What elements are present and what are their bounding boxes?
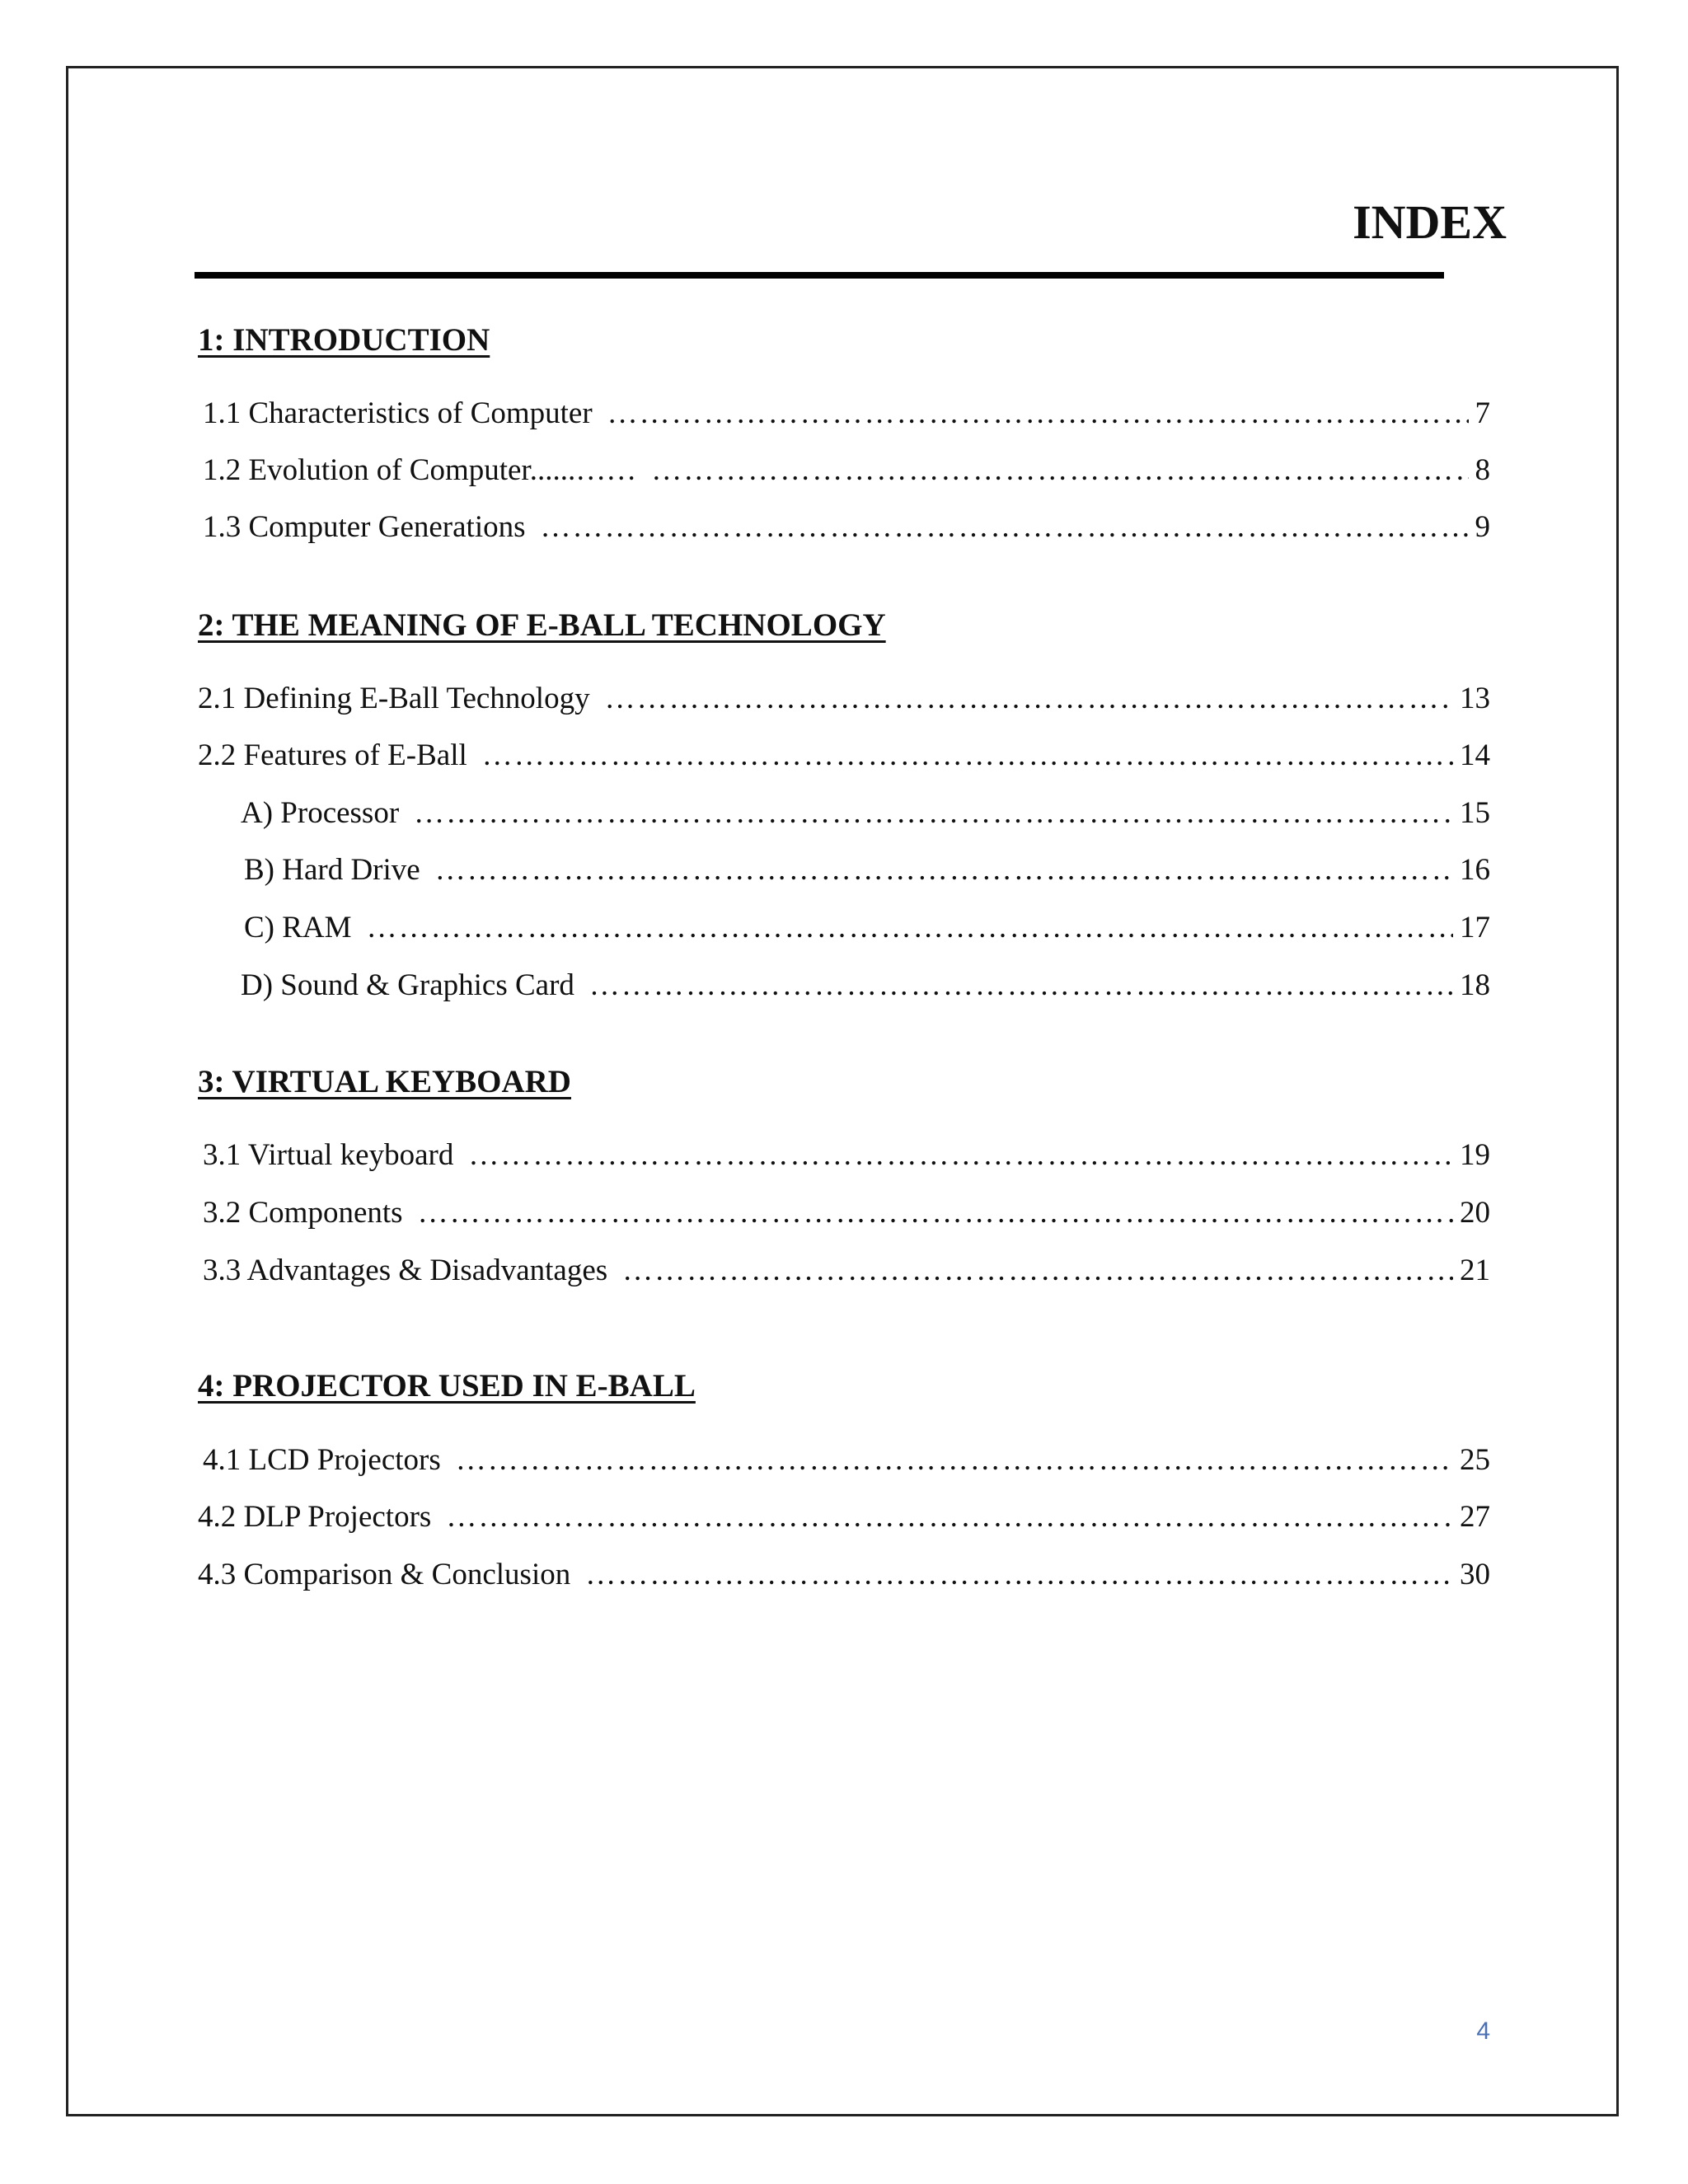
- leader-dots: [435, 852, 1453, 888]
- page-title: INDEX: [1353, 195, 1507, 249]
- toc-entry-page: 19: [1460, 1138, 1490, 1172]
- toc-entry-page: 13: [1460, 682, 1490, 715]
- toc-entry-page: 15: [1460, 796, 1490, 830]
- toc-subentry[interactable]: [244, 852, 1490, 888]
- toc-entry-page: 30: [1460, 1558, 1490, 1591]
- leader-dots: [446, 1499, 1453, 1535]
- title-rule: [195, 272, 1444, 279]
- toc-entry-label: 1.2 Evolution of Computer......……: [203, 453, 637, 487]
- toc-entry-label: 3.2 Components: [203, 1196, 403, 1230]
- leader-dots: [589, 968, 1453, 1003]
- toc-entry[interactable]: [203, 509, 1490, 545]
- toc-entry[interactable]: [203, 1195, 1490, 1230]
- toc-entry-label: 4.2 DLP Projectors: [198, 1500, 432, 1534]
- toc-entry-page: 8: [1475, 453, 1490, 487]
- toc-entry-label: 1.3 Computer Generations: [203, 510, 526, 544]
- toc-entry-page: 16: [1460, 853, 1490, 887]
- toc-entry-page: 7: [1475, 396, 1490, 430]
- toc-entry-label: 4.1 LCD Projectors: [203, 1443, 441, 1477]
- toc-entry-label: B) Hard Drive: [244, 853, 420, 887]
- section-heading-e-ball-technology: 2: THE MEANING OF E-BALL TECHNOLOGY: [198, 607, 886, 643]
- leader-dots: [541, 509, 1469, 545]
- section-heading-virtual-keyboard: 3: VIRTUAL KEYBOARD: [198, 1064, 571, 1099]
- toc-entry-label: C) RAM: [244, 911, 352, 944]
- toc-subentry[interactable]: [244, 910, 1490, 945]
- toc-entry-label: 2.1 Defining E-Ball Technology: [198, 682, 590, 715]
- toc-entry-label: A) Processor: [241, 796, 400, 830]
- toc-subentry[interactable]: [241, 968, 1490, 1003]
- toc-entry[interactable]: [198, 1499, 1490, 1535]
- leader-dots: [605, 681, 1453, 716]
- toc-entry-label: 1.1 Characteristics of Computer: [203, 396, 593, 430]
- toc-entry-label: 3.1 Virtual keyboard: [203, 1138, 454, 1172]
- toc-entry[interactable]: [203, 452, 1490, 488]
- toc-subentry[interactable]: [241, 795, 1490, 831]
- leader-dots: [482, 738, 1453, 773]
- leader-dots: [414, 795, 1453, 831]
- toc-entry-label: 3.3 Advantages & Disadvantages: [203, 1254, 608, 1287]
- leader-dots: [418, 1195, 1453, 1230]
- toc-entry-label: D) Sound & Graphics Card: [241, 968, 574, 1002]
- page-number: 4: [1476, 2018, 1490, 2045]
- toc-entry-page: 18: [1460, 968, 1490, 1002]
- leader-dots: [607, 396, 1469, 431]
- toc-entry-page: 14: [1460, 738, 1490, 772]
- toc-entry-label: 2.2 Features of E-Ball: [198, 738, 467, 772]
- leader-dots: [468, 1137, 1453, 1173]
- toc-entry-page: 27: [1460, 1500, 1490, 1534]
- section-heading-introduction: 1: INTRODUCTION: [198, 322, 490, 358]
- toc-entry-page: 17: [1460, 911, 1490, 944]
- toc-entry-page: 9: [1475, 510, 1490, 544]
- leader-dots: [622, 1253, 1453, 1288]
- leader-dots: [456, 1442, 1453, 1478]
- toc-entry[interactable]: [198, 681, 1490, 716]
- toc-entry[interactable]: [203, 1442, 1490, 1478]
- toc-entry-page: 21: [1460, 1254, 1490, 1287]
- toc-entry[interactable]: [198, 738, 1490, 773]
- toc-entry-page: 20: [1460, 1196, 1490, 1230]
- toc-entry[interactable]: [198, 1557, 1490, 1592]
- toc-entry[interactable]: [203, 396, 1490, 431]
- leader-dots: [651, 452, 1468, 488]
- leader-dots: [585, 1557, 1453, 1592]
- section-heading-projector: 4: PROJECTOR USED IN E-BALL: [198, 1368, 696, 1404]
- toc-entry-page: 25: [1460, 1443, 1490, 1477]
- leader-dots: [367, 910, 1453, 945]
- toc-entry[interactable]: [203, 1137, 1490, 1173]
- toc-entry[interactable]: [203, 1253, 1490, 1288]
- toc-entry-label: 4.3 Comparison & Conclusion: [198, 1558, 571, 1591]
